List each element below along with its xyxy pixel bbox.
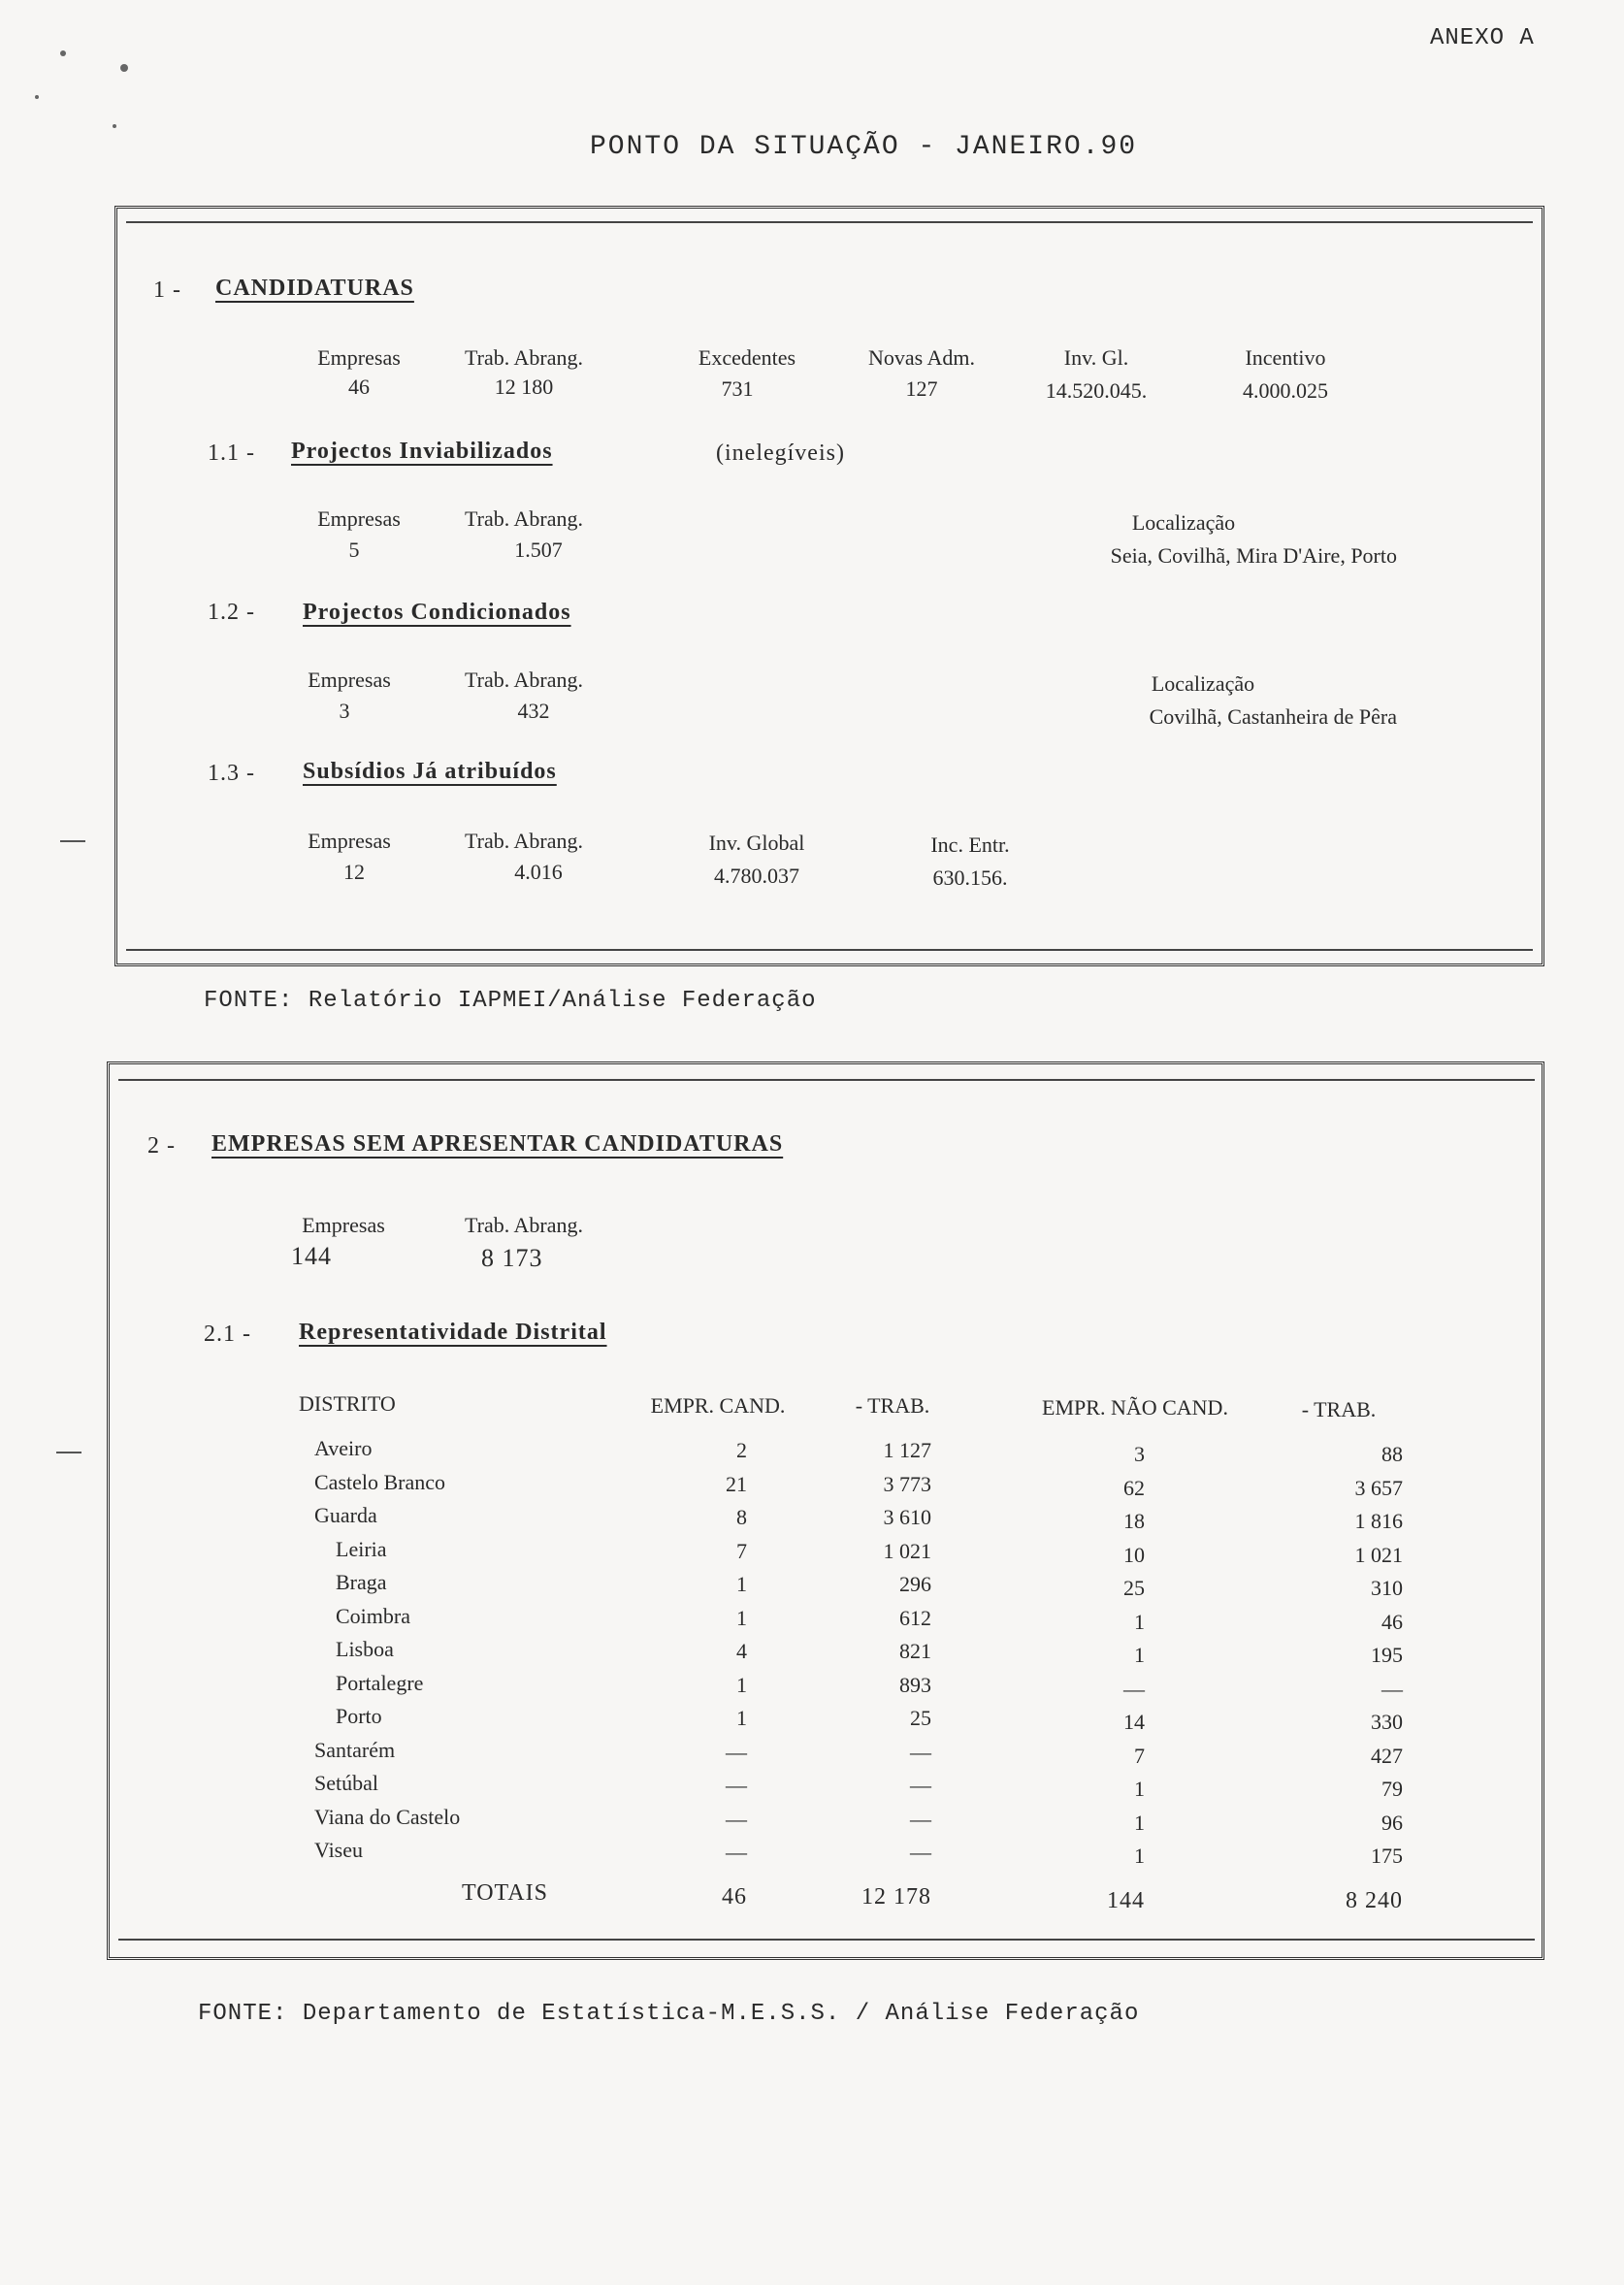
col-header: Localização — [1131, 510, 1236, 535]
margin-mark — [56, 1452, 81, 1453]
table-header: EMPR. CAND. — [650, 1393, 786, 1418]
district-name: Leiria — [336, 1537, 387, 1561]
empr-nao-cand: 25 — [1123, 1576, 1145, 1600]
summary-value: 14.520.045. — [1045, 378, 1148, 403]
empr-nao-cand: 62 — [1123, 1476, 1145, 1500]
speck — [120, 64, 128, 72]
trab-cand: — — [910, 1807, 931, 1831]
district-name: Santarém — [314, 1738, 396, 1762]
trab-nao-cand: 330 — [1371, 1710, 1403, 1734]
district-name: Aveiro — [314, 1436, 373, 1460]
empr-cand: — — [726, 1773, 747, 1797]
trab-nao-cand: 310 — [1371, 1576, 1403, 1600]
empr-nao-cand: 18 — [1123, 1509, 1145, 1533]
section2-heading: EMPRESAS SEM APRESENTAR CANDIDATURAS — [211, 1131, 784, 1157]
empr-cand: 8 — [736, 1505, 747, 1529]
summary-value: 12 180 — [494, 375, 554, 399]
col-header: Inv. Global — [708, 831, 805, 855]
sub3-value: 12 — [343, 860, 365, 884]
district-name: Coimbra — [336, 1604, 410, 1628]
empr-cand: — — [726, 1840, 747, 1864]
trab-cand: — — [910, 1773, 931, 1797]
empr-cand: 21 — [726, 1472, 747, 1496]
source-note: FONTE: Relatório IAPMEI/Análise Federação — [204, 988, 817, 1014]
empr-cand: 1 — [736, 1706, 747, 1730]
annex-label: ANEXO A — [1430, 25, 1535, 51]
speck — [60, 50, 66, 56]
trab-cand: — — [910, 1840, 931, 1864]
empr-nao-cand: 1 — [1134, 1643, 1145, 1667]
trab-nao-cand: 46 — [1381, 1610, 1403, 1634]
sub2-value: 432 — [517, 699, 550, 723]
col-header: Inc. Entr. — [930, 832, 1010, 857]
sub2-title: Projectos Condicionados — [303, 600, 571, 625]
sub2-value: 3 — [339, 699, 350, 723]
table-header: - TRAB. — [1301, 1397, 1377, 1421]
sub3-value: 630.156. — [932, 865, 1008, 890]
empr-nao-cand: 1 — [1134, 1777, 1145, 1801]
district-name: Lisboa — [336, 1637, 394, 1661]
source-note: FONTE: Departamento de Estatística-M.E.S.S. / Análise Federação — [198, 2001, 1140, 2027]
trab-cand: 3 773 — [883, 1472, 931, 1496]
col-header: Trab. Abrang. — [464, 345, 584, 370]
section1-heading: CANDIDATURAS — [215, 276, 414, 301]
col-header: Excedentes — [698, 345, 796, 370]
district-name: Viseu — [314, 1838, 364, 1862]
trab-nao-cand: 175 — [1371, 1844, 1403, 1868]
district-name: Setúbal — [314, 1771, 378, 1795]
col-header: Trab. Abrang. — [464, 506, 584, 531]
empr-cand: 1 — [736, 1572, 747, 1596]
trab-cand: 3 610 — [883, 1505, 931, 1529]
empr-nao-cand: 14 — [1123, 1710, 1145, 1734]
trab-cand: 612 — [899, 1606, 931, 1630]
district-name: Portalegre — [336, 1671, 424, 1695]
empr-cand: — — [726, 1807, 747, 1831]
trab-nao-cand: 79 — [1381, 1777, 1403, 1801]
trab-nao-cand: 1 021 — [1354, 1543, 1403, 1567]
empr-nao-cand: 10 — [1123, 1543, 1145, 1567]
summary-value: 4.000.025 — [1243, 378, 1328, 403]
col-header: Trab. Abrang. — [464, 668, 584, 692]
table-header: - TRAB. — [855, 1393, 930, 1418]
empr-nao-cand: 3 — [1134, 1442, 1145, 1466]
total-value: 46 — [722, 1884, 747, 1910]
totals-label: TOTAIS — [462, 1880, 548, 1906]
trab-cand: — — [910, 1740, 931, 1764]
sub1-suffix: (inelegíveis) — [716, 441, 845, 466]
empr-cand: 7 — [736, 1539, 747, 1563]
col-header: Localização — [1151, 671, 1255, 696]
summary-value: 127 — [905, 376, 938, 401]
col-header: Empresas — [317, 345, 401, 370]
sub1-value: 5 — [348, 538, 360, 562]
empr-nao-cand: — — [1123, 1677, 1145, 1701]
table-header: EMPR. NÃO CAND. — [1042, 1395, 1228, 1420]
margin-mark — [60, 840, 85, 842]
summary-value: 8 173 — [481, 1244, 543, 1272]
trab-nao-cand: 3 657 — [1354, 1476, 1403, 1500]
sub3-value: 4.780.037 — [714, 864, 799, 888]
empr-nao-cand: 7 — [1134, 1744, 1145, 1768]
sub21-number: 2.1 - — [204, 1322, 251, 1347]
summary-value: 46 — [348, 375, 370, 399]
page-title: PONTO DA SITUAÇÃO - JANEIRO.90 — [590, 132, 1138, 162]
empr-nao-cand: 1 — [1134, 1610, 1145, 1634]
sub21-title: Representatividade Distrital — [299, 1320, 607, 1345]
total-value: 12 178 — [861, 1884, 931, 1910]
district-name: Viana do Castelo — [314, 1805, 461, 1829]
empr-cand: 1 — [736, 1606, 747, 1630]
empr-nao-cand: 1 — [1134, 1811, 1145, 1835]
col-header: Trab. Abrang. — [464, 1213, 584, 1237]
summary-value: 731 — [721, 376, 754, 401]
sub2-localizacao: Covilhã, Castanheira de Pêra — [1149, 704, 1397, 729]
trab-nao-cand: 1 816 — [1354, 1509, 1403, 1533]
district-name: Braga — [336, 1570, 387, 1594]
sub2-number: 1.2 - — [208, 600, 255, 625]
trab-cand: 893 — [899, 1673, 931, 1697]
speck — [113, 124, 116, 128]
total-value: 144 — [1107, 1888, 1145, 1913]
trab-cand: 296 — [899, 1572, 931, 1596]
empr-nao-cand: 1 — [1134, 1844, 1145, 1868]
empr-cand: 4 — [736, 1639, 747, 1663]
sub1-value: 1.507 — [514, 538, 563, 562]
trab-nao-cand: 88 — [1381, 1442, 1403, 1466]
section2-number: 2 - — [147, 1133, 176, 1159]
sub1-title: Projectos Inviabilizados — [291, 439, 553, 464]
trab-nao-cand: — — [1381, 1677, 1403, 1701]
box-rule — [126, 221, 1533, 223]
trab-nao-cand: 195 — [1371, 1643, 1403, 1667]
trab-nao-cand: 96 — [1381, 1811, 1403, 1835]
col-header: Trab. Abrang. — [464, 829, 584, 853]
col-header: Empresas — [308, 668, 391, 692]
sub1-localizacao: Seia, Covilhã, Mira D'Aire, Porto — [1110, 543, 1397, 568]
table-header: DISTRITO — [299, 1391, 396, 1416]
district-name: Castelo Branco — [314, 1470, 446, 1494]
speck — [35, 95, 39, 99]
empr-cand: 1 — [736, 1673, 747, 1697]
col-header: Empresas — [302, 1213, 385, 1237]
col-header: Novas Adm. — [868, 345, 975, 370]
box-rule — [118, 1079, 1535, 1081]
trab-cand: 1 127 — [883, 1438, 931, 1462]
empr-cand: — — [726, 1740, 747, 1764]
summary-value: 144 — [291, 1242, 332, 1270]
total-value: 8 240 — [1346, 1888, 1403, 1913]
col-header: Empresas — [317, 506, 401, 531]
col-header: Inv. Gl. — [1063, 345, 1129, 370]
trab-cand: 1 021 — [883, 1539, 931, 1563]
district-name: Guarda — [314, 1503, 377, 1527]
col-header: Empresas — [308, 829, 391, 853]
col-header: Incentivo — [1245, 345, 1326, 370]
sub3-title: Subsídios Já atribuídos — [303, 759, 557, 784]
sub1-number: 1.1 - — [208, 441, 255, 466]
box-rule — [118, 1939, 1535, 1941]
trab-cand: 25 — [910, 1706, 931, 1730]
trab-nao-cand: 427 — [1371, 1744, 1403, 1768]
empr-cand: 2 — [736, 1438, 747, 1462]
sub3-value: 4.016 — [514, 860, 563, 884]
district-name: Porto — [336, 1704, 382, 1728]
section1-number: 1 - — [153, 277, 181, 303]
box-rule — [126, 949, 1533, 951]
trab-cand: 821 — [899, 1639, 931, 1663]
sub3-number: 1.3 - — [208, 761, 255, 786]
